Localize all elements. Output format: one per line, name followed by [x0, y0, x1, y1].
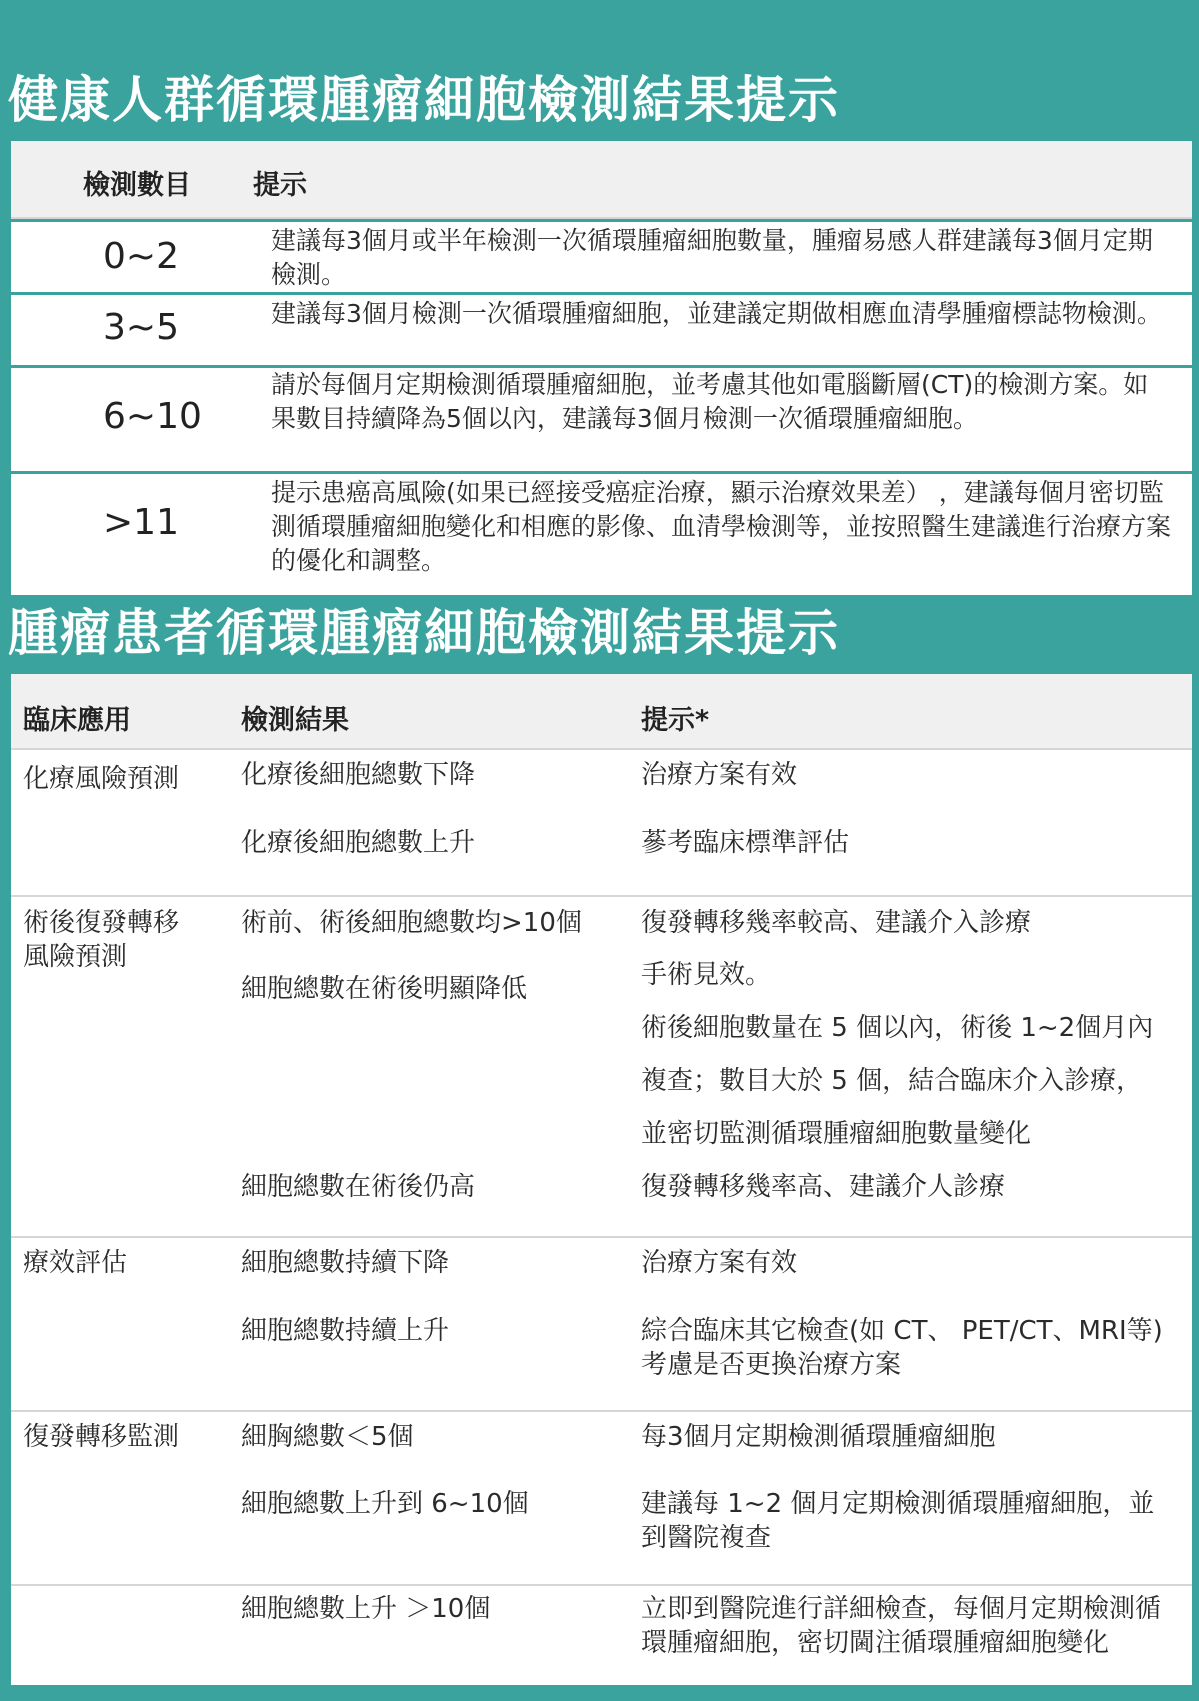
hint-text: 治療方案有效: [641, 760, 798, 790]
hint-text: 復發轉移幾率較高、建議介入診療: [641, 908, 1032, 938]
result-text: 細胸總數＜5個: [241, 1422, 414, 1452]
count-value: 6~10: [103, 396, 202, 437]
result-text: 化療後細胞總數下降: [241, 760, 476, 790]
hint-text: 手術見效。: [641, 960, 772, 990]
application-label: 化療風險預測: [23, 764, 180, 794]
hint-text: 並密切監測循環腫瘤細胞數量變化: [641, 1119, 1032, 1149]
hint-text: 立即到醫院進行詳細檢查，每個月定期檢測循環腫瘤細胞，密切閫注循環腫瘤細胞變化: [641, 1594, 1162, 1658]
application-label: 療效評估: [23, 1248, 128, 1278]
application-label: 復發轉移監測: [23, 1422, 180, 1452]
hint-text: 術後細胞數量在 5 個以內，術後 1~2個月內: [641, 1013, 1154, 1043]
count-value: 0~2: [103, 236, 179, 277]
result-text: 細胞總數持續下降: [241, 1248, 450, 1278]
header-result: 檢測結果: [241, 705, 349, 736]
header-count: 檢測數目: [83, 170, 191, 201]
result-text: 細胞總數上升到 6~10個: [241, 1489, 529, 1519]
healthy-results-table: [11, 141, 1192, 595]
patient-results-table: [11, 674, 1192, 1685]
row-divider: [11, 895, 1192, 897]
hint-text: 提示患癌高風險(如果已經接受癌症治療，顯示治療效果差） ，建議每個月密切監測循環腫瘤細胞變化和相應的影像、血清學檢測等，並按照醫生建議進行治療方案的優化和調整。: [271, 478, 1172, 575]
result-text: 化療後細胞總數上升: [241, 828, 476, 858]
hint-text: 請於每個月定期檢測循環腫瘤細胞，並考慮其他如電腦斷層(CT)的檢測方案。如果數目持續降為5個以內，建議每3個月檢測一次循環腫瘤細胞。: [271, 370, 1149, 433]
count-value: >11: [103, 502, 179, 543]
hint-text: 建議每3個月或半年檢測一次循環腫瘤細胞數量，腫瘤易感人群建議每3個月定期檢測。: [271, 226, 1153, 289]
hint-text: 每3個月定期檢測循環腫瘤細胞: [641, 1422, 996, 1452]
result-text: 細胞總數在術後明顯降低: [241, 974, 528, 1004]
hint-text: 蔘考臨床標準評估: [641, 828, 850, 858]
result-text: 細胞總數在術後仍高: [241, 1172, 476, 1202]
hint-text: 復發轉移幾率高、建議介人診療: [641, 1172, 1006, 1202]
section1-title: 健康人群循環腫瘤細胞檢測結果提示: [8, 71, 840, 129]
table-header: [11, 141, 1192, 219]
table-row: [11, 292, 1192, 365]
header-hint: 提示: [253, 170, 307, 201]
application-label: 術後復發轉移風險預測: [23, 908, 180, 972]
result-text: 細胞總數上升 ＞10個: [241, 1594, 491, 1624]
result-text: 細胞總數持續上升: [241, 1316, 450, 1346]
row-divider: [11, 1236, 1192, 1238]
section2-title: 腫瘤患者循環腫瘤細胞檢測結果提示: [8, 604, 840, 662]
row-divider: [11, 1584, 1192, 1586]
hint-text: 治療方案有效: [641, 1248, 798, 1278]
result-text: 術前、術後細胞總數均>10個: [241, 908, 582, 938]
header-application: 臨床應用: [23, 705, 131, 736]
table-row: [11, 471, 1192, 598]
header-hint: 提示*: [641, 705, 710, 736]
table-row: [11, 365, 1192, 472]
hint-text: 綜合臨床其它檢查(如 CT、 PET/CT、MRI等)考慮是否更換治療方案: [641, 1316, 1163, 1380]
hint-text: 建議每 1~2 個月定期檢測循環腫瘤細胞，並到醫院複查: [641, 1489, 1155, 1553]
hint-text: 建議每3個月檢測一次循環腫瘤細胞，並建議定期做相應血清學腫瘤標誌物檢測。: [271, 299, 1162, 328]
hint-text: 複查；數目大於 5 個，結合臨床介入診療，: [641, 1066, 1143, 1096]
row-divider: [11, 1410, 1192, 1412]
table-header: [11, 674, 1192, 750]
count-value: 3~5: [103, 307, 179, 348]
table-row: [11, 219, 1192, 292]
